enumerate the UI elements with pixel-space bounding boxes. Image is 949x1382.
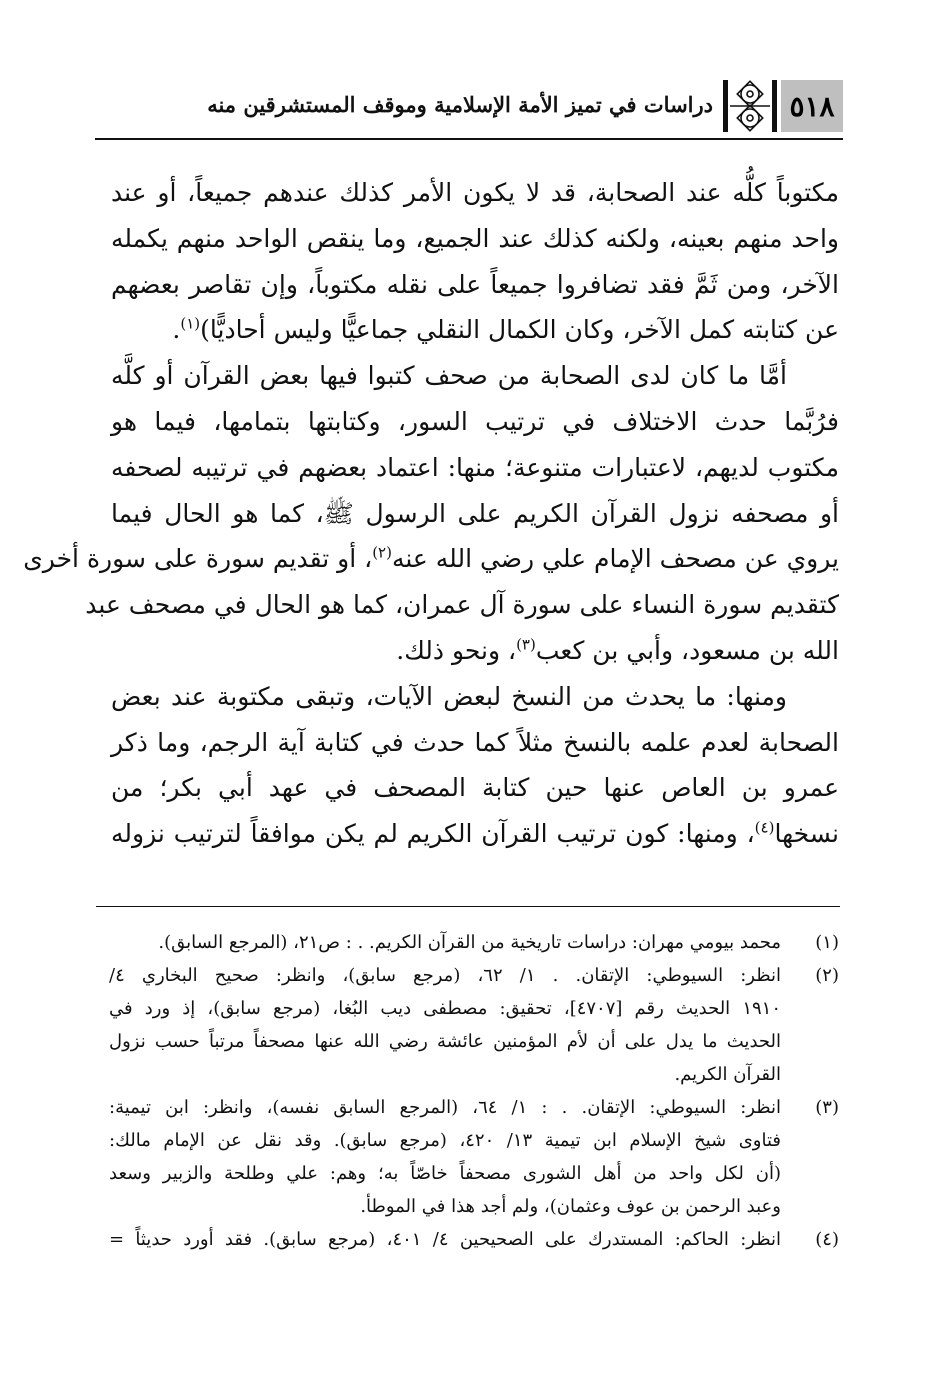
footnote-number: (٢) [815, 965, 839, 986]
body-line: الآخر، ومن ثَمَّ فقد تضافروا جميعاً على نقله مكتوباً، وإن تقاصر بعضهم [111, 269, 839, 299]
footnote-line: انظر: السيوطي: الإتقان. . : ١/ ٦٤، (المرجع السابق نفسه)، وانظر: ابن تيمية: [109, 1097, 781, 1118]
footnote-ref: (١) [180, 315, 201, 334]
footnote [109, 926, 839, 959]
footnote-number: (٤) [815, 1229, 839, 1250]
footnote [109, 1223, 839, 1256]
body-line: مكتوب لديهم، لاعتبارات متنوعة؛ منها: اعتماد بعضهم في ترتيبه لصحفه [111, 452, 839, 482]
page-number: ٥١٨ [781, 80, 843, 132]
body-line: الصحابة لعدم علمه بالنسخ مثلاً كما حدث في كتابة آية الرجم، وما ذكر [111, 727, 839, 757]
footnote-line: انظر: السيوطي: الإتقان. . ١/ ٦٢، (مرجع سابق)، وانظر: صحيح البخاري ٤/ [109, 965, 781, 986]
body-text: يروي عن مصحف الإمام علي رضي الله عنه [391, 544, 839, 574]
body-text: ، ونحو ذلك. [396, 635, 517, 665]
body-line [111, 811, 839, 857]
footnote-line: فتاوى شيخ الإسلام ابن تيمية ١٣/ ٤٢٠، (مرجع سابق). وقد نقل عن الإمام مالك: [109, 1130, 782, 1151]
header-rule [95, 138, 843, 140]
body-line: ومنها: ما يحدث من النسخ لبعض الآيات، وتبقى مكتوبة عند بعض [111, 681, 787, 711]
body-line [111, 628, 839, 674]
body-line [111, 307, 839, 353]
footnote-line: الحديث ما يدل على أن لأم المؤمنين عائشة رضي الله عنها مصحفاً مرتباً حسب نزول [109, 1031, 781, 1052]
body-line: كتقديم سورة النساء على سورة آل عمران، كما هو الحال في مصحف عبد [85, 590, 839, 620]
footnote-line: (أن لكل واحد من أهل الشورى مصحفاً خاصّاً به؛ وهم: علي وطلحة والزبير وسعد [109, 1163, 781, 1184]
body-text: ، أو تقديم سورة على سورة أخرى [23, 544, 373, 574]
footnote-line: ١٩١٠ الحديث رقم [٤٧٠٧]، تحقيق: مصطفى ديب البُغا، (مرجع سابق)، إذ ورد في [109, 998, 781, 1019]
body-text: الله بن مسعود، وأبي بن كعب [535, 635, 839, 665]
footnote-number: (١) [815, 932, 839, 953]
footnote-line: وعبد الرحمن بن عوف وعثمان)، ولم أجد هذا في الموطأ. [360, 1196, 781, 1217]
running-title: دراسات في تميز الأمة الإسلامية وموقف المستشرقين منه [207, 92, 713, 117]
body-text: ، ومنها: كون ترتيب القرآن الكريم لم يكن موافقاً لترتيب نزوله [111, 819, 755, 849]
body-line: واحد منهم بعينه، ولكنه كذلك عند الجميع، وما ينقص الواحد منهم يكمله [111, 223, 839, 253]
body-line: أمَّا ما كان لدى الصحابة من صحف كتبوا فيها بعض القرآن أو كلَّه [111, 361, 787, 391]
body-text: عن كتابته كمل الآخر، وكان الكمال النقلي جماعيًّا وليس أحاديًّا) [200, 315, 839, 345]
main-text [23, 170, 839, 857]
body-line: فرُبَّما حدث الاختلاف في ترتيب السور، وكتابتها بتمامها، فيما هو [111, 406, 839, 436]
footnote-line: انظر: الحاكم: المستدرك على الصحيحين ٤/ ٤٠١، (مرجع سابق). فقد أورد حديثاً = [109, 1229, 781, 1250]
body-text: نسخها [774, 819, 839, 849]
body-line: مكتوباً كلُّه عند الصحابة، قد لا يكون الأمر كذلك عندهم جميعاً، أو عند [111, 178, 839, 207]
ornament-icon [723, 78, 777, 134]
body-text: . [172, 315, 181, 345]
footnote-separator [96, 906, 840, 907]
footnote [109, 959, 839, 1091]
footnote-number: (٣) [815, 1097, 839, 1118]
footnote [109, 1091, 839, 1223]
body-line: عمرو بن العاص عنها حين كتابة المصحف في عهد أبي بكر؛ من [111, 773, 839, 803]
footnote-ref: (٢) [372, 544, 392, 563]
body-line [23, 536, 839, 582]
footnote-line: محمد بيومي مهران: دراسات تاريخية من القرآن الكريم. . : ص٢١، (المرجع السابق). [158, 932, 781, 953]
body-line: أو مصحفه نزول القرآن الكريم على الرسول ﷺ، كما هو الحال فيما [111, 498, 839, 528]
footnotes [109, 926, 839, 1256]
footnote-line: القرآن الكريم. [674, 1064, 781, 1085]
footnote-ref: (٣) [516, 635, 536, 654]
running-header [95, 78, 843, 140]
footnote-ref: (٤) [754, 818, 775, 837]
